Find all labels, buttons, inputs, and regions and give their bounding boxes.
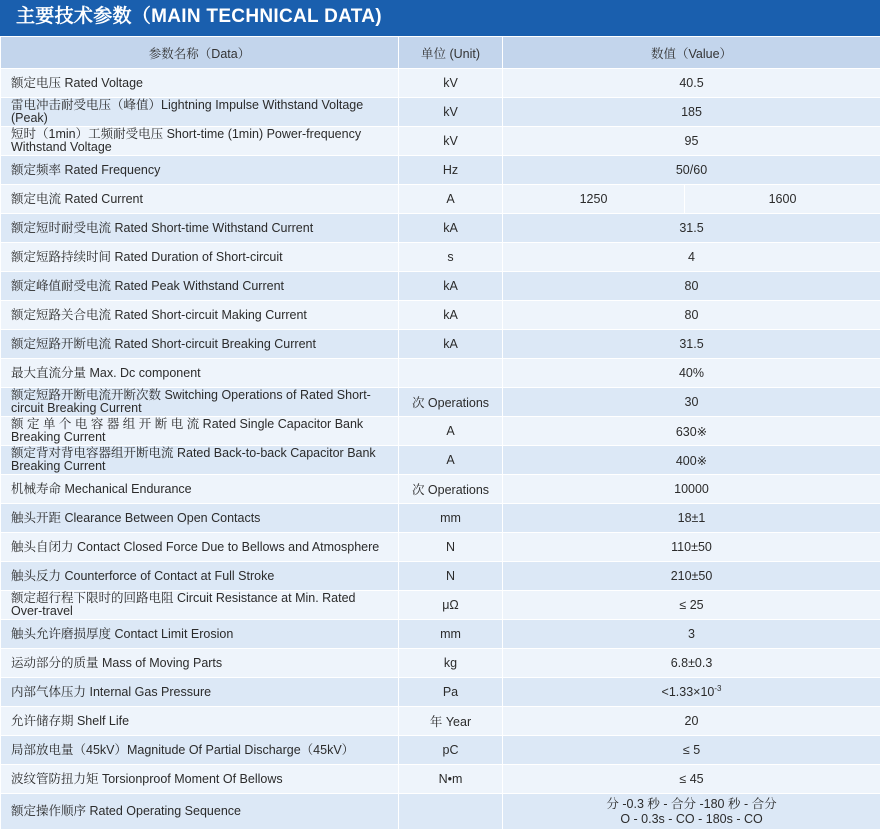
param-value: ≤ 25 bbox=[503, 591, 880, 620]
param-unit: kA bbox=[399, 272, 503, 301]
param-unit: mm bbox=[399, 504, 503, 533]
param-name: 触头开距 Clearance Between Open Contacts bbox=[1, 504, 399, 533]
param-unit: A bbox=[399, 185, 503, 214]
table-row bbox=[1, 649, 880, 678]
table-row bbox=[1, 69, 880, 98]
table-row bbox=[1, 301, 880, 330]
param-value: ≤ 5 bbox=[503, 736, 880, 765]
table-row bbox=[1, 794, 880, 830]
param-value: 31.5 bbox=[503, 330, 880, 359]
table-row bbox=[1, 591, 880, 620]
param-unit: A bbox=[399, 417, 503, 446]
param-value: 4 bbox=[503, 243, 880, 272]
param-name: 允许储存期 Shelf Life bbox=[1, 707, 399, 736]
param-unit: kA bbox=[399, 214, 503, 243]
section-title: 主要技术参数（MAIN TECHNICAL DATA) bbox=[16, 0, 382, 34]
table-row bbox=[1, 678, 880, 707]
table-row bbox=[1, 156, 880, 185]
table-row bbox=[1, 359, 880, 388]
technical-data-table bbox=[0, 36, 880, 830]
param-value: 80 bbox=[503, 272, 880, 301]
param-unit: Hz bbox=[399, 156, 503, 185]
param-unit: Pa bbox=[399, 678, 503, 707]
value-exponent: -3 bbox=[714, 684, 721, 693]
header-value: 数值（Value） bbox=[503, 37, 880, 69]
table-row bbox=[1, 620, 880, 649]
header-param: 参数名称（Data） bbox=[1, 37, 399, 69]
param-unit: 次 Operations bbox=[399, 475, 503, 504]
param-name: 额定短路开断电流开断次数 Switching Operations of Rated Short-circuit Breaking Current bbox=[1, 388, 399, 417]
param-name: 额定操作顺序 Rated Operating Sequence bbox=[1, 794, 399, 830]
param-value: 40% bbox=[503, 359, 880, 388]
param-unit bbox=[399, 359, 503, 388]
param-unit: A bbox=[399, 446, 503, 475]
param-name: 额定短时耐受电流 Rated Short-time Withstand Current bbox=[1, 214, 399, 243]
param-value: 18±1 bbox=[503, 504, 880, 533]
value-base: <1.33×10 bbox=[662, 686, 715, 700]
param-value-1250: 1250 bbox=[503, 185, 685, 214]
param-unit: kA bbox=[399, 301, 503, 330]
param-value: 50/60 bbox=[503, 156, 880, 185]
param-unit: N bbox=[399, 533, 503, 562]
param-value: 30 bbox=[503, 388, 880, 417]
param-name: 额定电压 Rated Voltage bbox=[1, 69, 399, 98]
param-value: 80 bbox=[503, 301, 880, 330]
table-row bbox=[1, 562, 880, 591]
param-value: 95 bbox=[503, 127, 880, 156]
table-row bbox=[1, 446, 880, 475]
param-name: 额定频率 Rated Frequency bbox=[1, 156, 399, 185]
param-value: 400※ bbox=[503, 446, 880, 475]
param-unit: pC bbox=[399, 736, 503, 765]
table-row bbox=[1, 272, 880, 301]
param-value: 630※ bbox=[503, 417, 880, 446]
table-row bbox=[1, 707, 880, 736]
param-name: 触头反力 Counterforce of Contact at Full Stroke bbox=[1, 562, 399, 591]
param-unit bbox=[399, 794, 503, 830]
param-name: 机械寿命 Mechanical Endurance bbox=[1, 475, 399, 504]
header-unit: 单位 (Unit) bbox=[399, 37, 503, 69]
param-unit: kV bbox=[399, 127, 503, 156]
param-value: 10000 bbox=[503, 475, 880, 504]
param-value-1600: 1600 bbox=[685, 185, 880, 214]
param-name: 额定电流 Rated Current bbox=[1, 185, 399, 214]
param-value: 210±50 bbox=[503, 562, 880, 591]
table-row bbox=[1, 214, 880, 243]
param-unit: s bbox=[399, 243, 503, 272]
param-value: 31.5 bbox=[503, 214, 880, 243]
param-name: 额定短路开断电流 Rated Short-circuit Breaking Current bbox=[1, 330, 399, 359]
param-name: 触头允许磨损厚度 Contact Limit Erosion bbox=[1, 620, 399, 649]
param-name: 运动部分的质量 Mass of Moving Parts bbox=[1, 649, 399, 678]
table-row bbox=[1, 98, 880, 127]
param-unit: kA bbox=[399, 330, 503, 359]
param-name: 短时（1min）工频耐受电压 Short-time (1min) Power-frequency Withstand Voltage bbox=[1, 127, 399, 156]
table-row bbox=[1, 475, 880, 504]
param-name: 额定短路关合电流 Rated Short-circuit Making Current bbox=[1, 301, 399, 330]
table-row bbox=[1, 127, 880, 156]
param-name: 波纹管防扭力矩 Torsionproof Moment Of Bellows bbox=[1, 765, 399, 794]
table-row bbox=[1, 417, 880, 446]
table-header-row bbox=[1, 37, 880, 69]
param-value bbox=[503, 678, 880, 707]
param-unit: N•m bbox=[399, 765, 503, 794]
param-unit: μΩ bbox=[399, 591, 503, 620]
param-value: 40.5 bbox=[503, 69, 880, 98]
param-name: 额定背对背电容器组开断电流 Rated Back-to-back Capacitor Bank Breaking Current bbox=[1, 446, 399, 475]
param-value: ≤ 45 bbox=[503, 765, 880, 794]
param-unit: kV bbox=[399, 69, 503, 98]
param-value: 3 bbox=[503, 620, 880, 649]
sequence-line-en: O - 0.3s - CO - 180s - CO bbox=[503, 812, 880, 827]
table-row bbox=[1, 330, 880, 359]
param-name: 最大直流分量 Max. Dc component bbox=[1, 359, 399, 388]
param-unit: 次 Operations bbox=[399, 388, 503, 417]
param-unit: kV bbox=[399, 98, 503, 127]
param-name: 额 定 单 个 电 容 器 组 开 断 电 流 Rated Single Capacitor Bank Breaking Current bbox=[1, 417, 399, 446]
param-name: 内部气体压力 Internal Gas Pressure bbox=[1, 678, 399, 707]
section-banner bbox=[0, 0, 880, 36]
param-unit: mm bbox=[399, 620, 503, 649]
param-unit: N bbox=[399, 562, 503, 591]
table-row bbox=[1, 765, 880, 794]
param-unit: kg bbox=[399, 649, 503, 678]
param-value bbox=[503, 794, 880, 830]
sequence-line-cn: 分 -0.3 秒 - 合分 -180 秒 - 合分 bbox=[503, 797, 880, 812]
param-value: 185 bbox=[503, 98, 880, 127]
param-name: 触头自闭力 Contact Closed Force Due to Bellows and Atmosphere bbox=[1, 533, 399, 562]
param-name: 局部放电量（45kV）Magnitude Of Partial Discharge（45kV） bbox=[1, 736, 399, 765]
table-row bbox=[1, 243, 880, 272]
param-name: 额定超行程下限时的回路电阻 Circuit Resistance at Min. Rated Over-travel bbox=[1, 591, 399, 620]
table-row bbox=[1, 185, 880, 214]
param-unit: 年 Year bbox=[399, 707, 503, 736]
param-name: 额定短路持续时间 Rated Duration of Short-circuit bbox=[1, 243, 399, 272]
param-name: 雷电冲击耐受电压（峰值）Lightning Impulse Withstand Voltage (Peak) bbox=[1, 98, 399, 127]
table-row bbox=[1, 533, 880, 562]
param-name: 额定峰值耐受电流 Rated Peak Withstand Current bbox=[1, 272, 399, 301]
table-row bbox=[1, 504, 880, 533]
param-value: 20 bbox=[503, 707, 880, 736]
param-value: 110±50 bbox=[503, 533, 880, 562]
table-row bbox=[1, 388, 880, 417]
param-value: 6.8±0.3 bbox=[503, 649, 880, 678]
table-row bbox=[1, 736, 880, 765]
